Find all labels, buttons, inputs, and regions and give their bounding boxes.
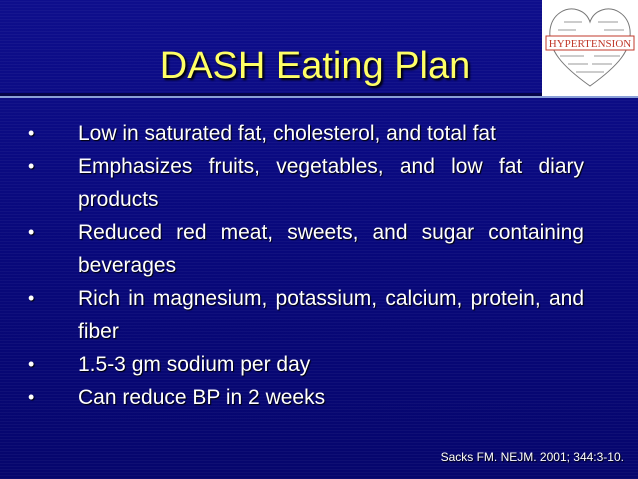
bullet-marker: • <box>28 387 35 407</box>
logo-label: HYPERTENSION <box>548 38 632 50</box>
slide-title: DASH Eating Plan <box>159 45 471 87</box>
bullet-marker: • <box>28 156 35 176</box>
bullet-item <box>18 381 584 414</box>
bullet-text: Low in saturated fat, cholesterol, and total fat <box>78 122 496 145</box>
bullet-marker: • <box>28 222 35 242</box>
bullet-item <box>18 150 584 216</box>
bullet-text: Emphasizes fruits, vegetables, and low fat diary products <box>78 155 584 211</box>
bullet-list <box>18 117 584 414</box>
citation: Sacks FM. NEJM. 2001; 344:3-10. <box>440 450 624 464</box>
bullet-marker: • <box>28 288 35 308</box>
heart-word-cloud-icon <box>542 0 638 96</box>
bullet-item <box>18 216 584 282</box>
bullet-text: Reduced red meat, sweets, and sugar containing beverages <box>78 221 584 277</box>
title-divider-light <box>0 96 638 98</box>
bullet-item <box>18 348 584 381</box>
bullet-text: 1.5-3 gm sodium per day <box>78 353 311 376</box>
bullet-marker: • <box>28 123 35 143</box>
bullet-marker: • <box>28 354 35 374</box>
bullet-item <box>18 117 584 150</box>
bullet-text: Rich in magnesium, potassium, calcium, protein, and fiber <box>78 287 584 343</box>
bullet-item <box>18 282 584 348</box>
bullet-text: Can reduce BP in 2 weeks <box>78 386 326 409</box>
hypertension-logo <box>542 0 638 96</box>
